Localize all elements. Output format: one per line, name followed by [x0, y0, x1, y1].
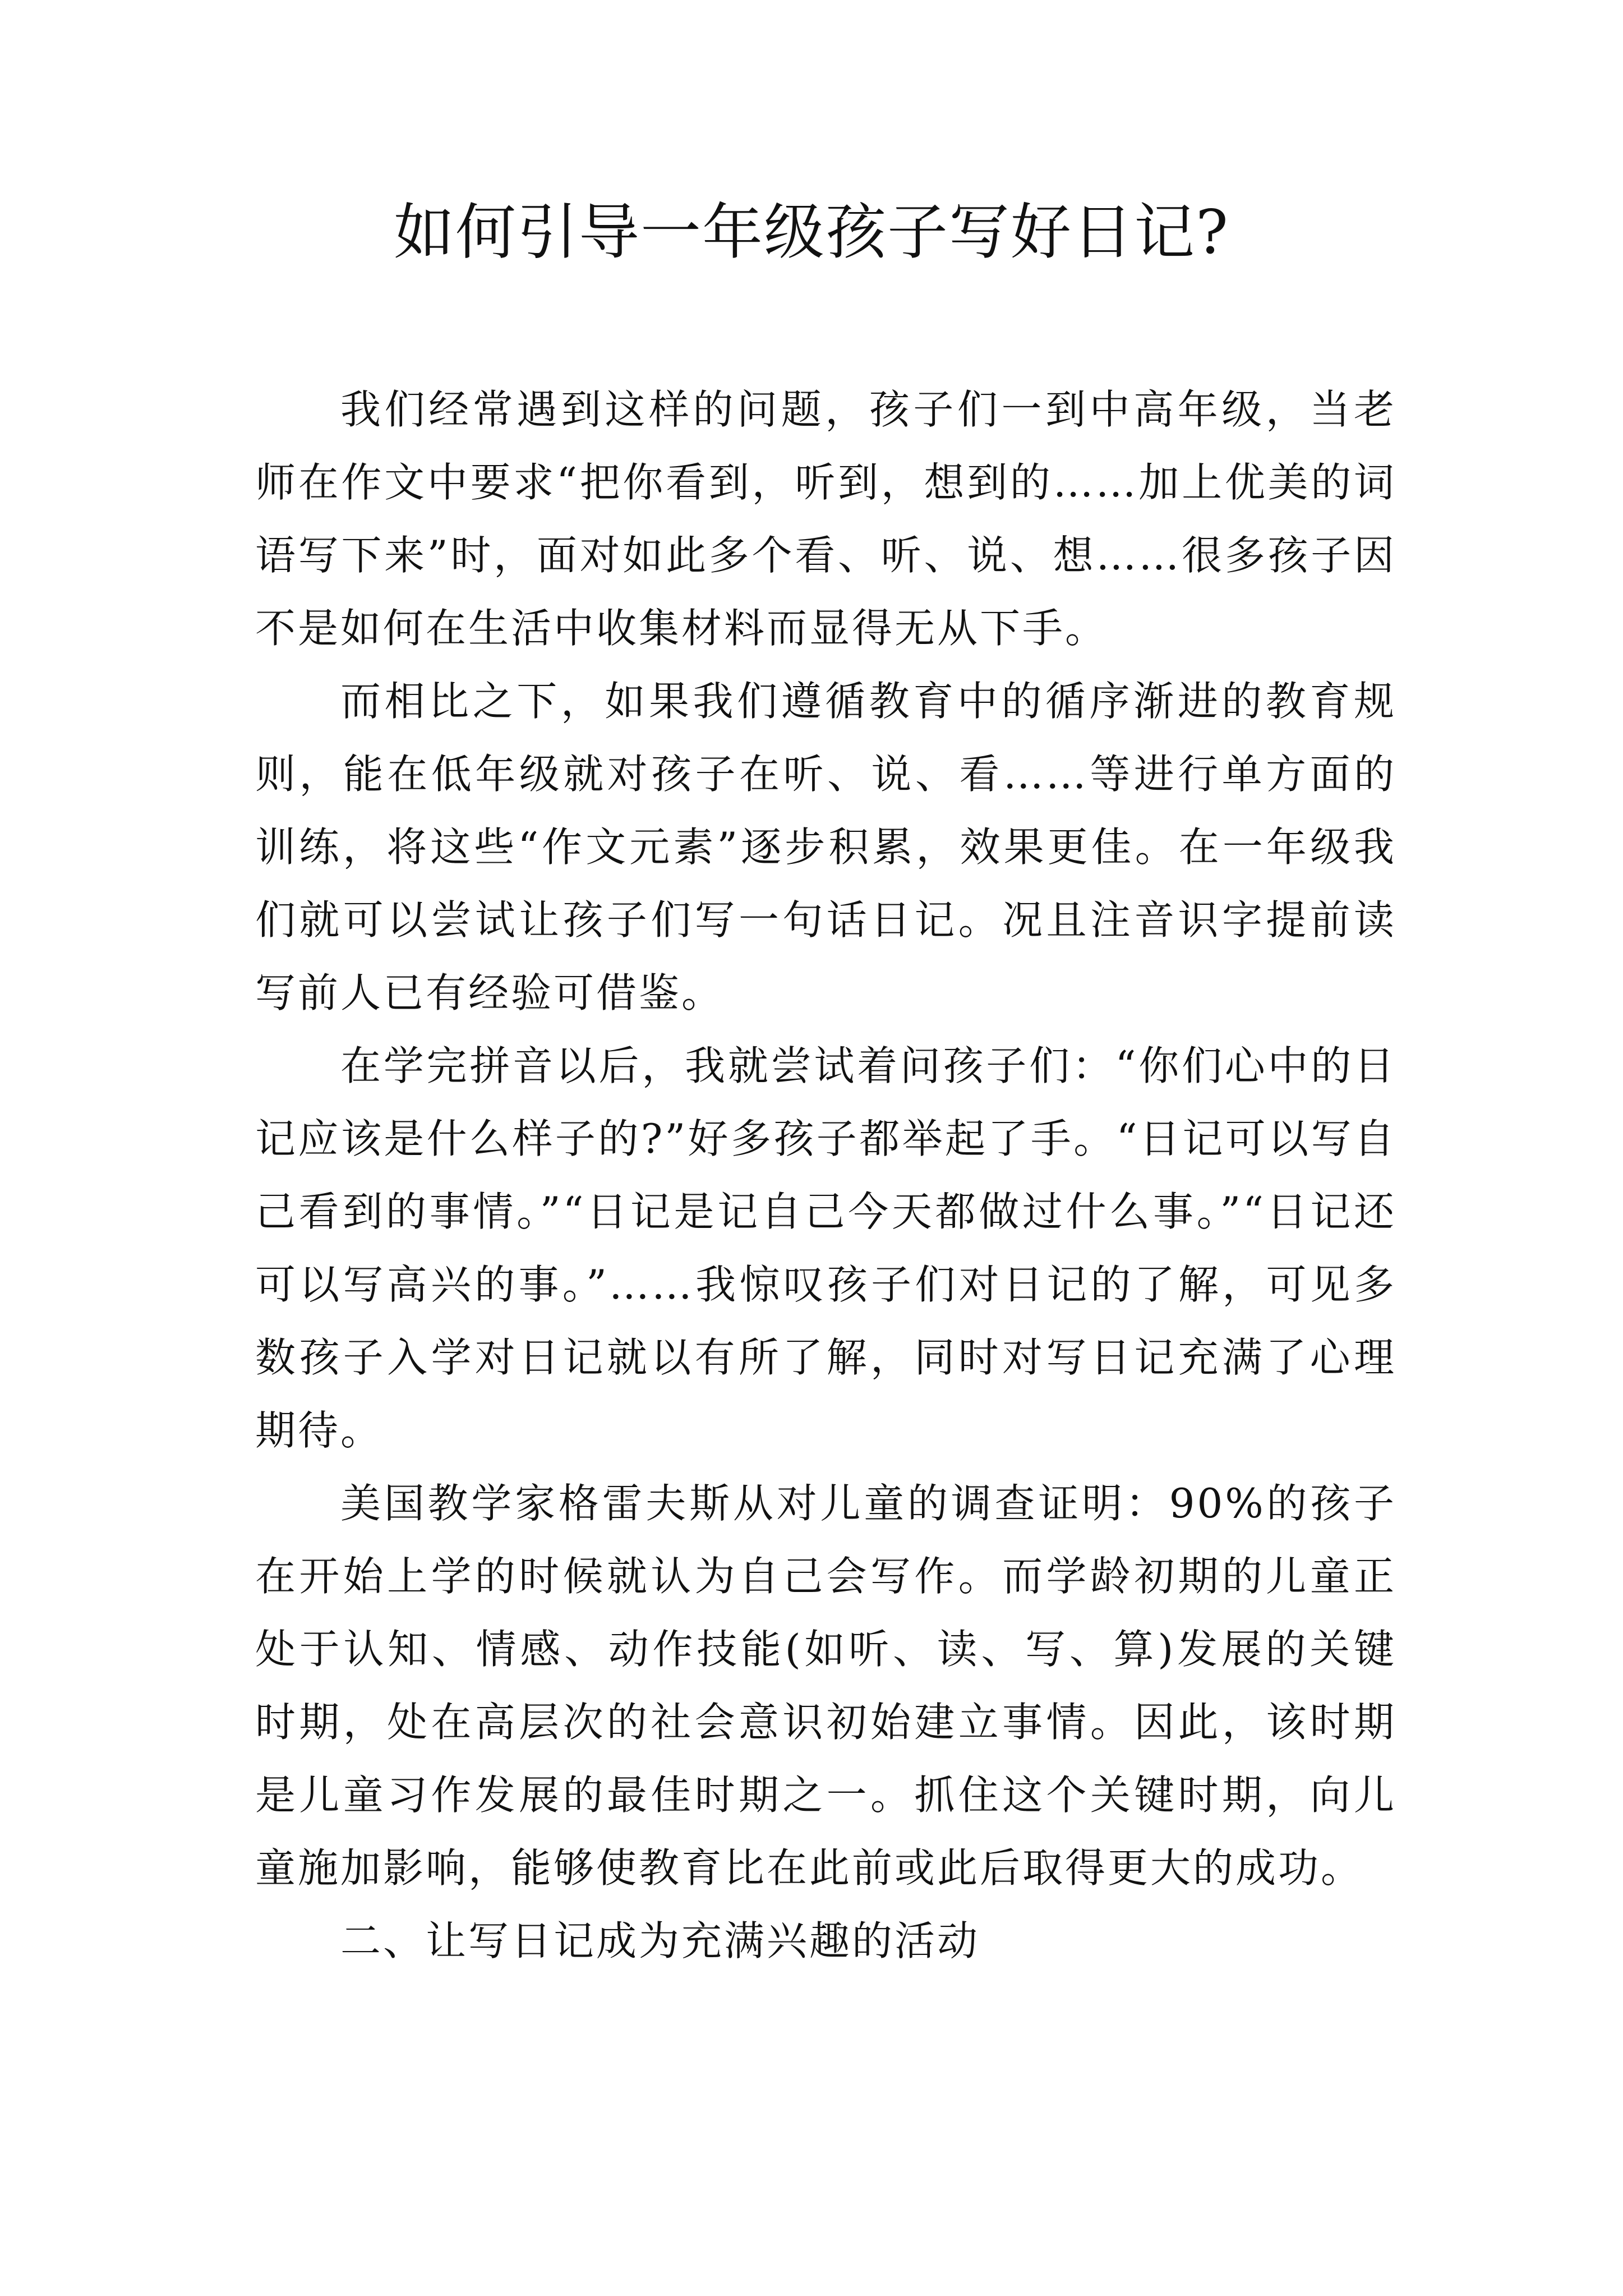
- paragraph-comparison: 而相比之下，如果我们遵循教育中的循序渐进的教育规则，能在低年级就对孩子在听、说、看……等进行单方面的训练，将这些“作文元素”逐步积累，效果更佳。在一年级我们就可以尝试让孩子们写一句话日记。况且注音识字提前读写前人已有经验可借鉴。: [255, 678, 1396, 1016]
- paragraph-research: 美国教学家格雷夫斯从对儿童的调查证明：90%的孩子在开始上学的时候就认为自己会写作。而学龄初期的儿童正处于认知、情感、动作技能(如听、读、写、算)发展的关键时期，处在高层次的社会意识初始建立事情。因此，该时期是儿童习作发展的最佳时期之一。抓住这个关键时期，向儿童施加影响，能够使教育比在此前或此后取得更大的成功。: [255, 1480, 1396, 1892]
- paragraph-pinyin: 在学完拼音以后，我就尝试着问孩子们：“你们心中的日记应该是什么样子的?”好多孩子都举起了手。“日记可以写自己看到的事情。”“日记是记自己今天都做过什么事。”“日记还可以写高兴的事。”……我惊叹孩子们对日记的了解，可见多数孩子入学对日记就以有所了解，同时对写日记充满了心理期待。: [255, 1042, 1396, 1454]
- paragraph-intro: 我们经常遇到这样的问题，孩子们一到中高年级，当老师在作文中要求“把你看到，听到，想到的……加上优美的词语写下来”时，面对如此多个看、听、说、想……很多孩子因不是如何在生活中收集材料而显得无从下手。: [255, 386, 1396, 652]
- document-title: 如何引导一年级孩子写好日记?: [394, 197, 1229, 268]
- document-body: [255, 373, 1396, 1977]
- section-heading-interest: 二、让写日记成为充满兴趣的活动: [340, 1917, 980, 1964]
